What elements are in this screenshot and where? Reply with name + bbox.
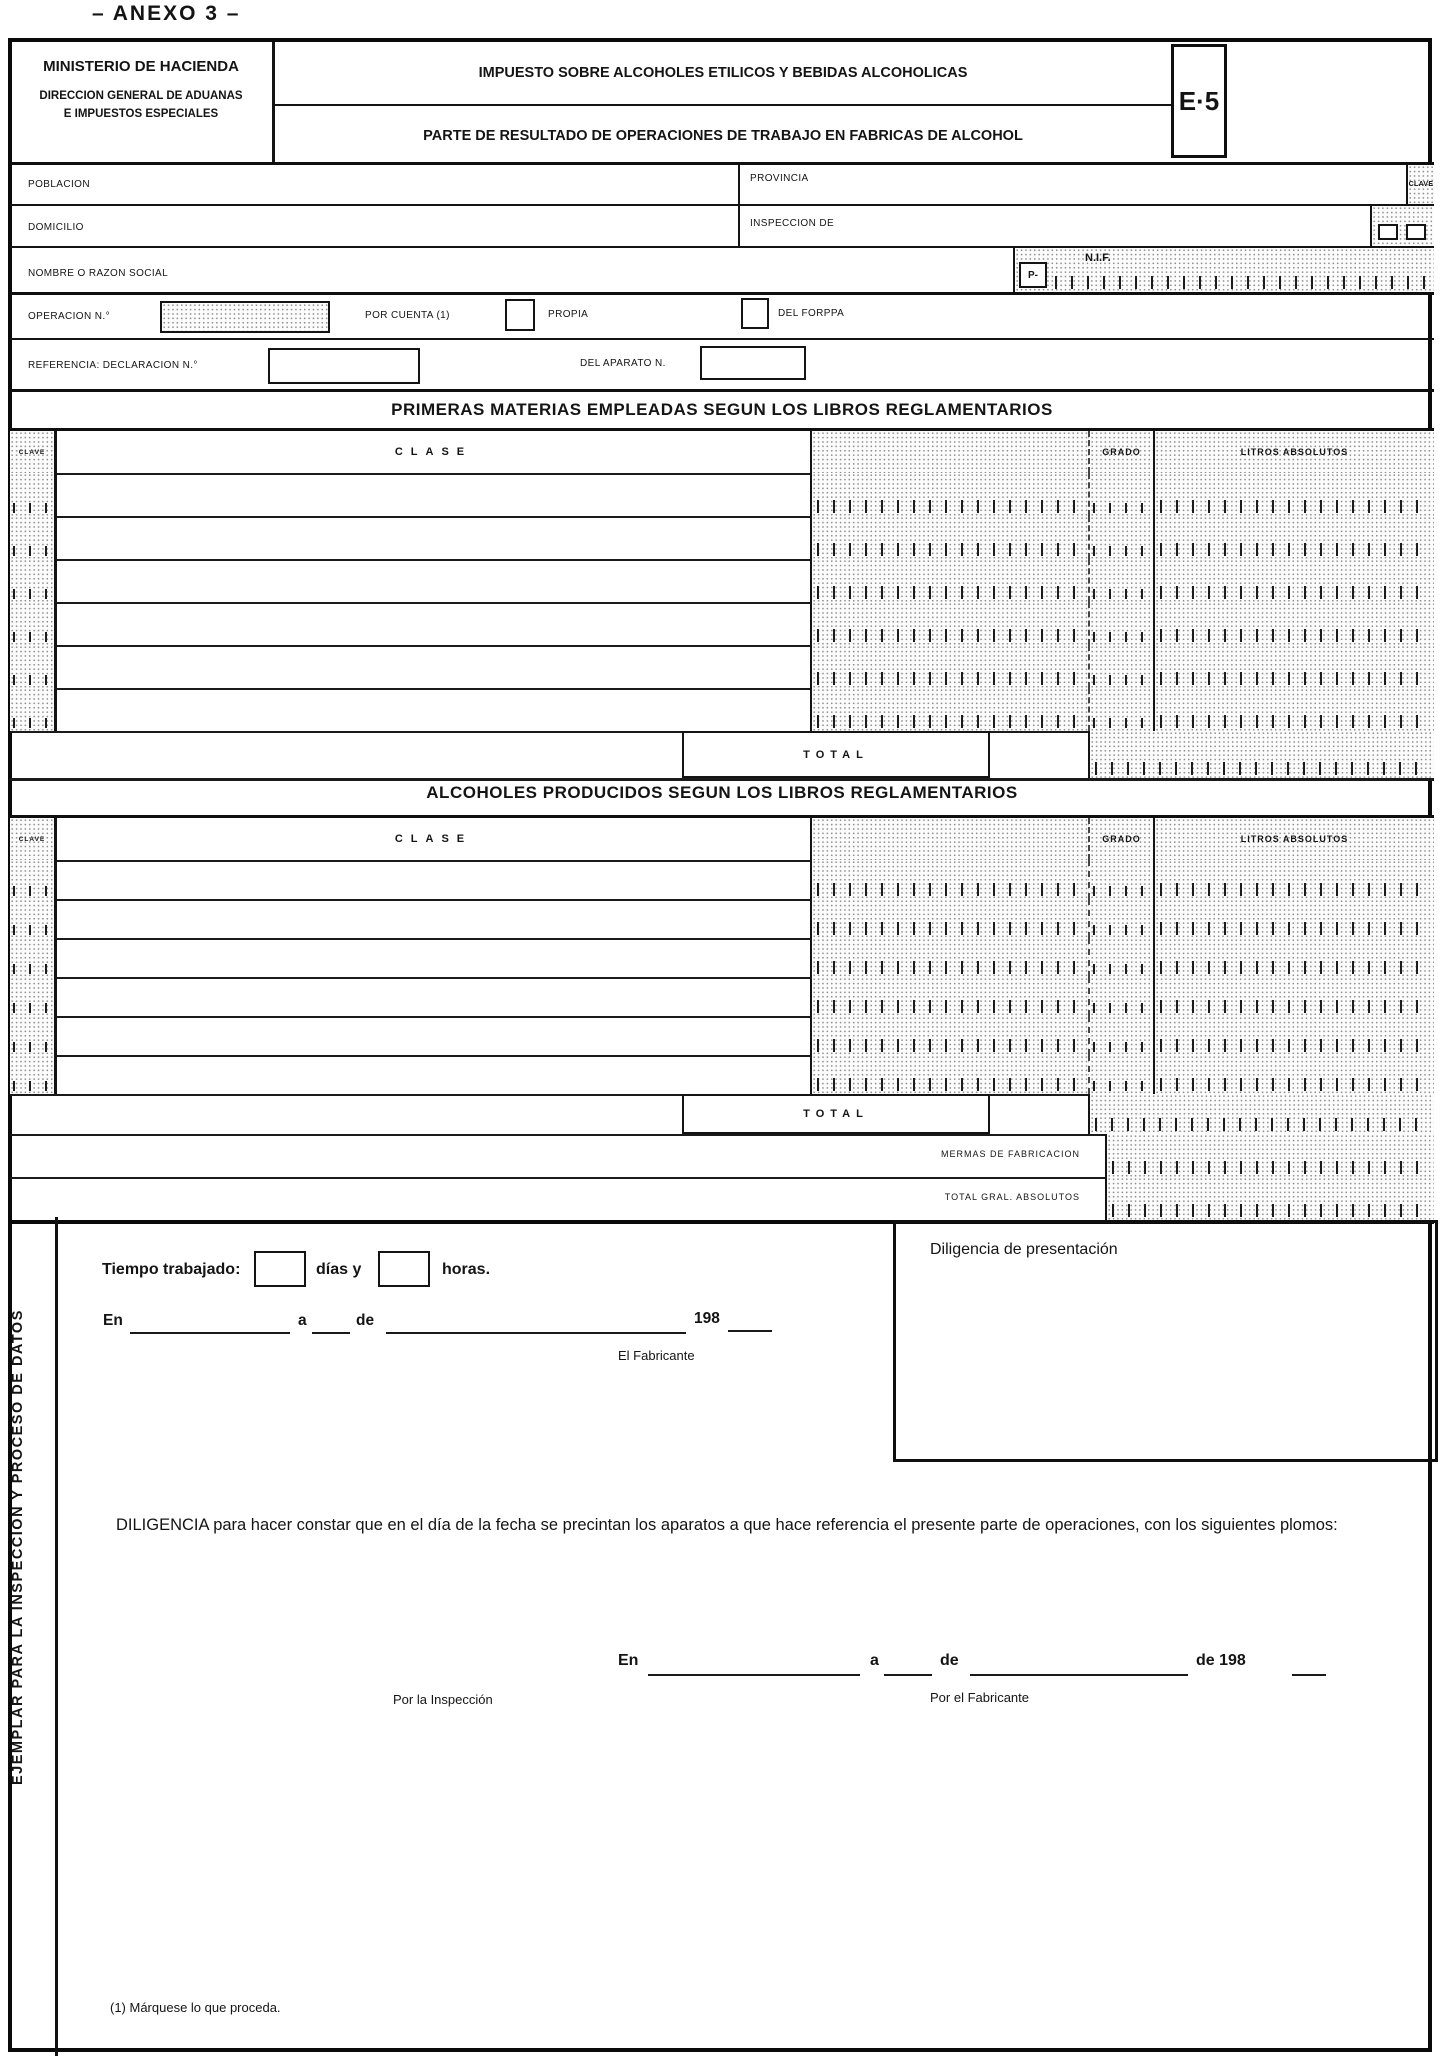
litros-cell[interactable] [1153,1055,1434,1094]
horas-label: horas. [442,1261,491,1278]
en-label: En [618,1652,639,1669]
clave-box[interactable]: CLAVE [1406,165,1434,204]
cantidad-cell[interactable] [810,473,1088,516]
domicilio-label: DOMICILIO [28,222,84,233]
forppa-label: DEL FORPPA [778,308,845,319]
litros-cell[interactable] [1153,559,1434,602]
total-general-value-cell[interactable] [1105,1177,1434,1220]
form-code-box: E·5 [1171,44,1227,158]
litros-cell[interactable] [1153,899,1434,938]
total-grado-cell[interactable] [990,731,1088,778]
annex-caption: – ANEXO 3 – [92,2,241,25]
propia-checkbox[interactable] [505,299,535,331]
clave-cell[interactable] [10,1016,57,1055]
clave-cell[interactable] [10,1055,57,1094]
directorate-line1: DIRECCION GENERAL DE ADUANAS [39,90,243,102]
table1 [10,428,1434,778]
de-label: de [940,1652,959,1669]
clave-cell[interactable] [10,473,57,516]
nif-digit-comb[interactable] [1055,276,1429,289]
horas-input-box[interactable] [378,1251,430,1287]
table-row [10,1055,1434,1096]
total-label-cell: TOTAL [682,731,990,778]
table-row [10,645,1434,690]
litros-cell[interactable] [1153,516,1434,559]
cantidad-cell[interactable] [810,1016,1088,1055]
table1-title-band [10,392,1434,428]
table1-total-row [10,731,1434,781]
cantidad-cell[interactable] [810,602,1088,645]
en-label: En [103,1312,123,1329]
cantidad-cell[interactable] [810,559,1088,602]
clase-cell[interactable] [57,860,810,899]
table2-header-row [10,818,1434,862]
provincia-label: PROVINCIA [750,173,809,184]
litros-cell[interactable] [1153,1016,1434,1055]
litros-cell[interactable] [1153,860,1434,899]
clase-cell[interactable] [57,602,810,645]
nombre-label: NOMBRE O RAZON SOCIAL [28,268,169,279]
operacion-number-box[interactable] [160,301,330,333]
diligencia-presentacion-box[interactable] [893,1220,1438,1462]
domicilio-field[interactable] [10,206,1364,246]
total-general-label: TOTAL GRAL. ABSOLUTOS [944,1192,1080,1202]
por-fabricante-signature-label: Por el Fabricante [930,1690,1029,1705]
table-row [10,977,1434,1018]
grado-cell[interactable] [1088,1016,1153,1055]
table2-title: ALCOHOLES PRODUCIDOS SEGUN LOS LIBROS REGLAMENTARIOS [426,783,1018,802]
grado-cell[interactable] [1088,516,1153,559]
grado-cell[interactable] [1088,688,1153,731]
grado-cell[interactable] [1088,602,1153,645]
litros-cell[interactable] [1153,977,1434,1016]
mermas-row [10,1134,1434,1179]
tiempo-trabajado-label: Tiempo trabajado: [102,1261,241,1278]
table2-total-row [10,1094,1434,1136]
grado-cell[interactable] [1088,860,1153,899]
row-operacion [10,295,1434,340]
table2-title-band [10,775,1434,815]
clave-cell[interactable] [10,602,57,645]
code-cell[interactable] [1378,224,1398,240]
grado-column-header: GRADO [1088,431,1153,473]
referencia-label: REFERENCIA: DECLARACION N.° [28,360,198,371]
nombre-field[interactable] [10,248,1000,292]
clave-column-header: CLAVE [10,431,57,473]
clase-cell[interactable] [57,516,810,559]
dias-label: días y [316,1261,362,1278]
cantidad-cell[interactable] [810,1055,1088,1094]
de-label: de [356,1312,375,1329]
form-title: PARTE DE RESULTADO DE OPERACIONES DE TRABAJO EN FABRICAS DE ALCOHOL [423,127,1023,144]
diligencia-paragraph: DILIGENCIA para hacer constar que en el día de la fecha se precintan los aparatos a que hace referencia el presente parte de operaciones, con los siguientes plomos: [116,1516,1338,1534]
litros-cell[interactable] [1153,602,1434,645]
clave-cell[interactable] [10,860,57,899]
row-poblacion [10,165,1434,206]
table-row [10,899,1434,940]
declaracion-number-box[interactable] [268,348,420,384]
grado-cell[interactable] [1088,977,1153,1016]
cantidad-cell[interactable] [810,645,1088,688]
total-litros-cell[interactable] [1088,1094,1434,1134]
a-label: a [298,1312,307,1329]
clase-cell[interactable] [57,977,810,1016]
tax-title-cell [275,42,1171,106]
clase-cell[interactable] [57,688,810,731]
year-blank[interactable] [728,1330,772,1332]
table2 [10,815,1434,1224]
grado-cell[interactable] [1088,899,1153,938]
litros-cell[interactable] [1153,473,1434,516]
clase-cell[interactable] [57,899,810,938]
ministry-cell [10,42,275,162]
table-row [10,1016,1434,1057]
clave-cell[interactable] [10,559,57,602]
inspeccion-code-box[interactable] [1370,206,1434,246]
table1-title: PRIMERAS MATERIAS EMPLEADAS SEGUN LOS LIBROS REGLAMENTARIOS [391,400,1053,419]
inspeccion-label: INSPECCION DE [750,218,835,229]
row-referencia [10,340,1434,392]
poblacion-label: POBLACION [28,179,90,190]
row-nombre [10,248,1434,295]
clase-column-header: CLASE [394,833,473,845]
code-cell[interactable] [1406,224,1426,240]
litros-absolutos-column-header: LITROS ABSOLUTOS [1153,818,1434,860]
propia-label: PROPIA [548,309,589,320]
day-blank[interactable] [884,1674,932,1676]
day-blank[interactable] [312,1332,350,1334]
de-198-label: de 198 [1196,1652,1246,1669]
clase-cell[interactable] [57,559,810,602]
ministry-title: MINISTERIO DE HACIENDA [43,58,239,75]
grado-cell[interactable] [1088,559,1153,602]
table1-header-row [10,431,1434,475]
place-blank[interactable] [648,1674,860,1676]
directorate-line2: E IMPUESTOS ESPECIALES [63,108,219,120]
month-blank[interactable] [970,1674,1188,1676]
month-blank[interactable] [386,1332,686,1334]
footnote: (1) Márquese lo que proceda. [110,2000,281,2015]
clave-column-header: CLAVE [10,818,57,860]
form-header [10,42,1434,165]
table-row [10,938,1434,979]
cantidad-cell[interactable] [810,938,1088,977]
aparato-label: DEL APARATO N. [580,358,666,369]
nif-label: N.I.F. [1085,252,1111,264]
fabricante-signature-label: El Fabricante [618,1348,695,1363]
copy-destination-side-text: EJEMPLAR PARA LA INSPECCION Y PROCESO DE DATOS [10,1309,26,1785]
clase-column-header: CLASE [394,446,473,458]
clave-cell[interactable] [10,899,57,938]
poblacion-field[interactable] [10,165,1434,204]
dias-input-box[interactable] [254,1251,306,1287]
litros-cell[interactable] [1153,938,1434,977]
nif-prefix-box[interactable]: P- [1019,262,1047,288]
clave-cell[interactable] [10,938,57,977]
por-inspeccion-signature-label: Por la Inspección [393,1692,493,1707]
table-row [10,688,1434,733]
cantidad-column-header [810,818,1088,860]
side-strip-divider [55,1217,58,2056]
total-grado-cell[interactable] [990,1094,1088,1134]
grado-cell[interactable] [1088,938,1153,977]
grado-column-header: GRADO [1088,818,1153,860]
forppa-checkbox[interactable] [741,298,769,329]
row-domicilio [10,206,1434,248]
table-row [10,602,1434,647]
clase-cell[interactable] [57,1055,810,1094]
clase-cell[interactable] [57,938,810,977]
cantidad-cell[interactable] [810,860,1088,899]
grado-cell[interactable] [1088,645,1153,688]
a-label: a [870,1652,879,1669]
clave-cell[interactable] [10,688,57,731]
aparato-number-box[interactable] [700,346,806,380]
tax-title: IMPUESTO SOBRE ALCOHOLES ETILICOS Y BEBIDAS ALCOHOLICAS [478,65,968,81]
cantidad-cell[interactable] [810,977,1088,1016]
clase-cell[interactable] [57,473,810,516]
operacion-label: OPERACION N.° [28,311,110,322]
litros-cell[interactable] [1153,688,1434,731]
cantidad-cell[interactable] [810,516,1088,559]
clave-cell[interactable] [10,977,57,1016]
nif-block[interactable] [1013,248,1434,292]
por-cuenta-label: POR CUENTA (1) [365,310,450,321]
total-general-row [10,1177,1434,1220]
clase-cell[interactable] [57,1016,810,1055]
grado-cell[interactable] [1088,473,1153,516]
table-row [10,473,1434,518]
form-title-cell [275,106,1171,165]
mermas-value-cell[interactable] [1105,1134,1434,1177]
table-row [10,559,1434,604]
clave-cell[interactable] [10,516,57,559]
cantidad-cell[interactable] [810,899,1088,938]
mermas-label: MERMAS DE FABRICACION [940,1149,1080,1159]
litros-cell[interactable] [1153,645,1434,688]
diligencia-presentacion-title: Diligencia de presentación [930,1241,1118,1258]
table-row [10,516,1434,561]
year-label: 198 [694,1310,720,1327]
litros-absolutos-column-header: LITROS ABSOLUTOS [1153,431,1434,473]
clase-cell[interactable] [57,645,810,688]
grado-cell[interactable] [1088,1055,1153,1094]
clave-cell[interactable] [10,645,57,688]
cantidad-cell[interactable] [810,688,1088,731]
cantidad-column-header [810,431,1088,473]
table-row [10,860,1434,901]
place-blank[interactable] [130,1332,290,1334]
total-litros-cell[interactable] [1088,731,1434,778]
year-blank[interactable] [1292,1674,1326,1676]
total-label-cell: TOTAL [682,1094,990,1134]
